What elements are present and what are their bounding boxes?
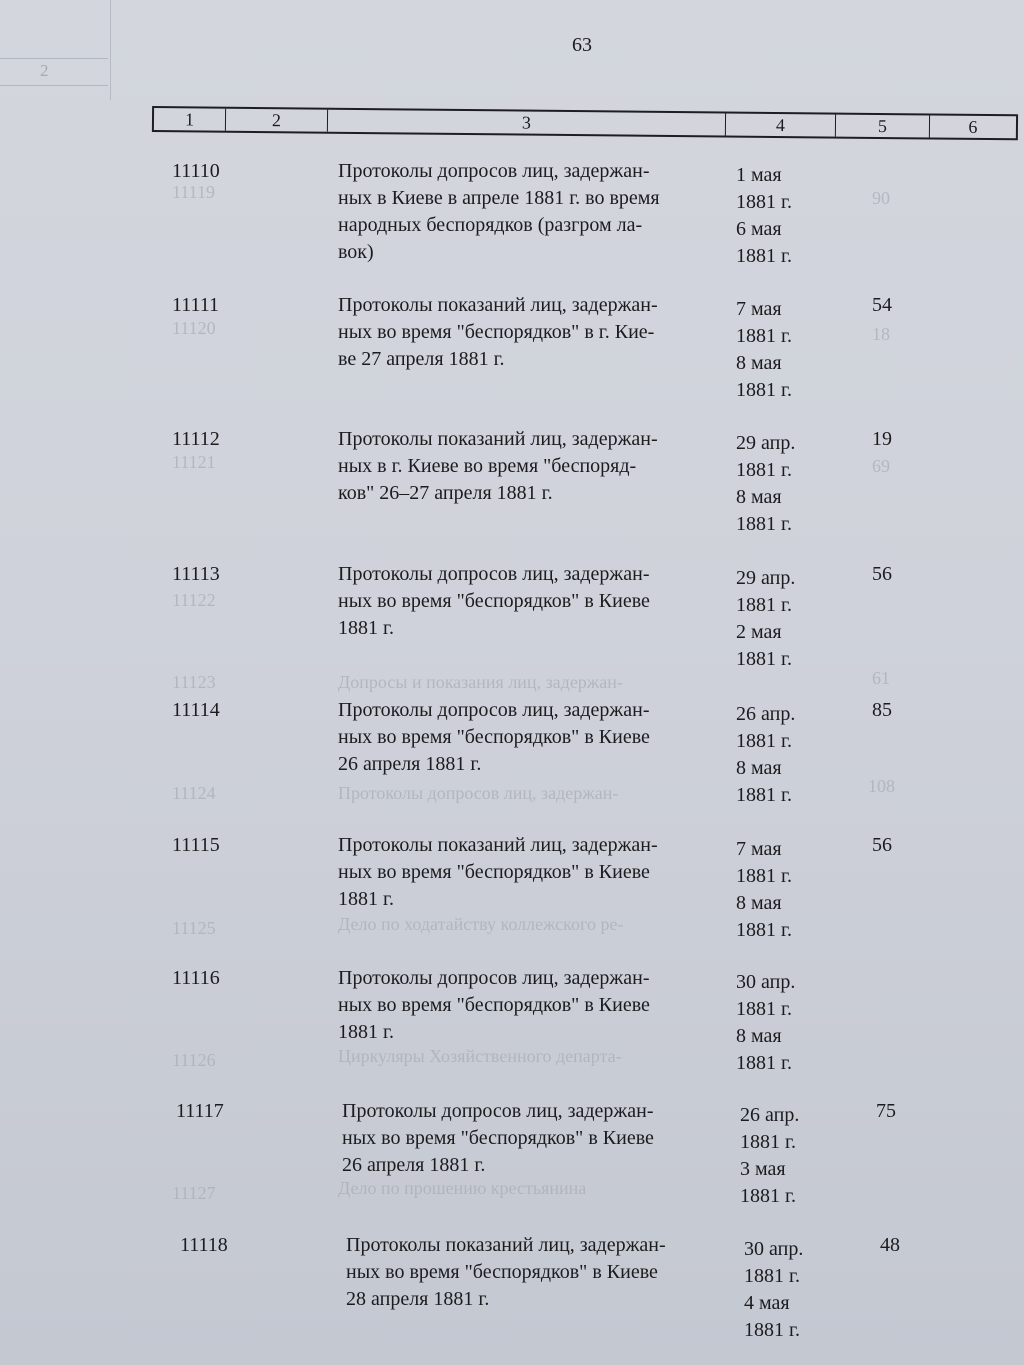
title-line: ков" 26–27 апреля 1881 г.	[338, 482, 553, 504]
title-line: ных во время "беспорядков" в Киеве	[342, 1127, 654, 1149]
record-title	[338, 965, 718, 1046]
title-line: ных во время "беспорядков" в Киеве	[346, 1261, 658, 1283]
ghost-sheets: 69	[872, 456, 890, 476]
date-line: 1881 г.	[744, 1265, 800, 1287]
ghost-number: 11119	[172, 182, 215, 202]
title-line: ных в Киеве в апреле 1881 г. во время	[338, 187, 660, 209]
title-line: ных в г. Киеве во время "беспоряд-	[338, 455, 637, 477]
date-line: 1881 г.	[736, 191, 792, 213]
ghost-sheets: 61	[872, 668, 890, 688]
ghost-number: 11126	[172, 1050, 216, 1070]
record-dates	[736, 836, 792, 944]
ghost-sheets: 90	[872, 188, 890, 208]
title-line: 26 апреля 1881 г.	[342, 1154, 486, 1176]
record-number: 11113	[172, 563, 220, 585]
record-dates	[736, 296, 792, 404]
title-line: вок)	[338, 241, 374, 263]
date-line: 1881 г.	[736, 594, 792, 616]
record-dates	[744, 1236, 803, 1344]
date-line: 7 мая	[736, 298, 782, 320]
column-header-6: 6	[968, 116, 978, 137]
record-sheets: 54	[872, 294, 892, 316]
column-header-1: 1	[154, 108, 226, 131]
date-line: 1881 г.	[736, 245, 792, 267]
date-line: 8 мая	[736, 486, 782, 508]
record-sheets: 56	[872, 834, 892, 856]
date-line: 1 мая	[736, 164, 782, 186]
date-line: 29 апр.	[736, 432, 796, 454]
title-line: 1881 г.	[338, 888, 394, 910]
title-line: ве 27 апреля 1881 г.	[338, 348, 505, 370]
record-sheets: 56	[872, 563, 892, 585]
ghost-title: Дело по прошению крестьянина	[338, 1178, 587, 1198]
title-line: Протоколы допросов лиц, задержан-	[338, 699, 650, 721]
date-line: 1881 г.	[736, 784, 792, 806]
title-line: 1881 г.	[338, 617, 394, 639]
date-line: 26 апр.	[736, 703, 796, 725]
record-dates	[736, 701, 795, 809]
date-line: 7 мая	[736, 838, 782, 860]
date-line: 8 мая	[736, 1025, 782, 1047]
date-line: 29 апр.	[736, 567, 796, 589]
ghost-sheets: 108	[868, 776, 895, 796]
column-header-3: 3	[328, 110, 726, 136]
column-header-2: 2	[226, 109, 328, 132]
record-sheets: 75	[876, 1100, 896, 1122]
title-line: ных во время "беспорядков" в Киеве	[338, 590, 650, 612]
date-line: 1881 г.	[740, 1131, 796, 1153]
record-dates	[736, 430, 795, 538]
date-line: 1881 г.	[744, 1319, 800, 1341]
date-line: 1881 г.	[736, 459, 792, 481]
title-line: Протоколы показаний лиц, задержан-	[338, 294, 658, 316]
record-sheets: 19	[872, 428, 892, 450]
date-line: 6 мая	[736, 218, 782, 240]
date-line: 8 мая	[736, 892, 782, 914]
date-line: 1881 г.	[736, 919, 792, 941]
record-title	[338, 292, 718, 373]
page-number: 63	[572, 34, 592, 56]
ghost-number: 11121	[172, 452, 216, 472]
ghost-number: 11122	[172, 590, 216, 610]
title-line: Протоколы допросов лиц, задержан-	[342, 1100, 654, 1122]
record-dates	[740, 1102, 799, 1210]
title-line: народных беспорядков (разгром ла-	[338, 214, 643, 236]
date-line: 3 мая	[740, 1158, 786, 1180]
record-number: 11117	[176, 1100, 224, 1122]
title-line: ных во время "беспорядков" в Киеве	[338, 726, 650, 748]
record-number: 11114	[172, 699, 220, 721]
record-title	[342, 1098, 722, 1179]
ghost-number: 11123	[172, 672, 216, 692]
date-line: 8 мая	[736, 352, 782, 374]
title-line: ных во время "беспорядков" в Киеве	[338, 861, 650, 883]
ghost-number: 11127	[172, 1183, 216, 1203]
bleed-header-cell	[0, 58, 108, 86]
record-number: 11110	[172, 160, 220, 182]
title-line: Протоколы показаний лиц, задержан-	[338, 428, 658, 450]
bleed-header-label: 2	[40, 61, 49, 80]
record-title	[338, 832, 718, 913]
date-line: 1881 г.	[736, 513, 792, 535]
record-title	[338, 697, 718, 778]
title-line: 26 апреля 1881 г.	[338, 753, 482, 775]
ghost-number: 11120	[172, 318, 216, 338]
ghost-title: Протоколы допросов лиц, задержан-	[338, 783, 619, 803]
date-line: 1881 г.	[736, 648, 792, 670]
ghost-number: 11125	[172, 918, 216, 938]
record-number: 11115	[172, 834, 220, 856]
title-line: Протоколы допросов лиц, задержан-	[338, 563, 650, 585]
record-title	[346, 1232, 726, 1313]
date-line: 1881 г.	[736, 1052, 792, 1074]
title-line: Протоколы допросов лиц, задержан-	[338, 967, 650, 989]
date-line: 4 мая	[744, 1292, 790, 1314]
title-line: Протоколы показаний лиц, задержан-	[346, 1234, 666, 1256]
date-line: 26 апр.	[740, 1104, 800, 1126]
column-header-5: 5	[836, 115, 930, 138]
date-line: 30 апр.	[744, 1238, 804, 1260]
record-dates	[736, 565, 795, 673]
record-dates	[736, 969, 795, 1077]
title-line: Протоколы допросов лиц, задержан-	[338, 160, 650, 182]
record-number: 11111	[172, 294, 220, 316]
date-line: 1881 г.	[736, 865, 792, 887]
record-sheets: 85	[872, 699, 892, 721]
record-title	[338, 158, 718, 266]
date-line: 1881 г.	[736, 325, 792, 347]
column-header-4: 4	[726, 114, 836, 137]
date-line: 30 апр.	[736, 971, 796, 993]
title-line: 28 апреля 1881 г.	[346, 1288, 490, 1310]
date-line: 8 мая	[736, 757, 782, 779]
date-line: 1881 г.	[736, 730, 792, 752]
ghost-title: Допросы и показания лиц, задержан-	[338, 672, 623, 692]
record-title	[338, 426, 718, 507]
record-sheets: 48	[880, 1234, 900, 1256]
record-number: 11118	[180, 1234, 228, 1256]
ghost-title: Дело по ходатайству коллежского ре-	[338, 914, 624, 934]
title-line: Протоколы показаний лиц, задержан-	[338, 834, 658, 856]
title-line: ных во время "беспорядков" в г. Кие-	[338, 321, 655, 343]
title-line: 1881 г.	[338, 1021, 394, 1043]
date-line: 1881 г.	[740, 1185, 796, 1207]
record-number: 11112	[172, 428, 220, 450]
title-line: ных во время "беспорядков" в Киеве	[338, 994, 650, 1016]
date-line: 2 мая	[736, 621, 782, 643]
bleed-through-previous-page	[0, 0, 111, 100]
table-header	[152, 106, 1018, 140]
record-number: 11116	[172, 967, 220, 989]
record-dates	[736, 162, 792, 270]
date-line: 1881 г.	[736, 379, 792, 401]
record-title	[338, 561, 718, 642]
ghost-number: 11124	[172, 783, 216, 803]
date-line: 1881 г.	[736, 998, 792, 1020]
ghost-sheets: 18	[872, 324, 890, 344]
ghost-title: Циркуляры Хозяйственного департа-	[338, 1046, 622, 1066]
